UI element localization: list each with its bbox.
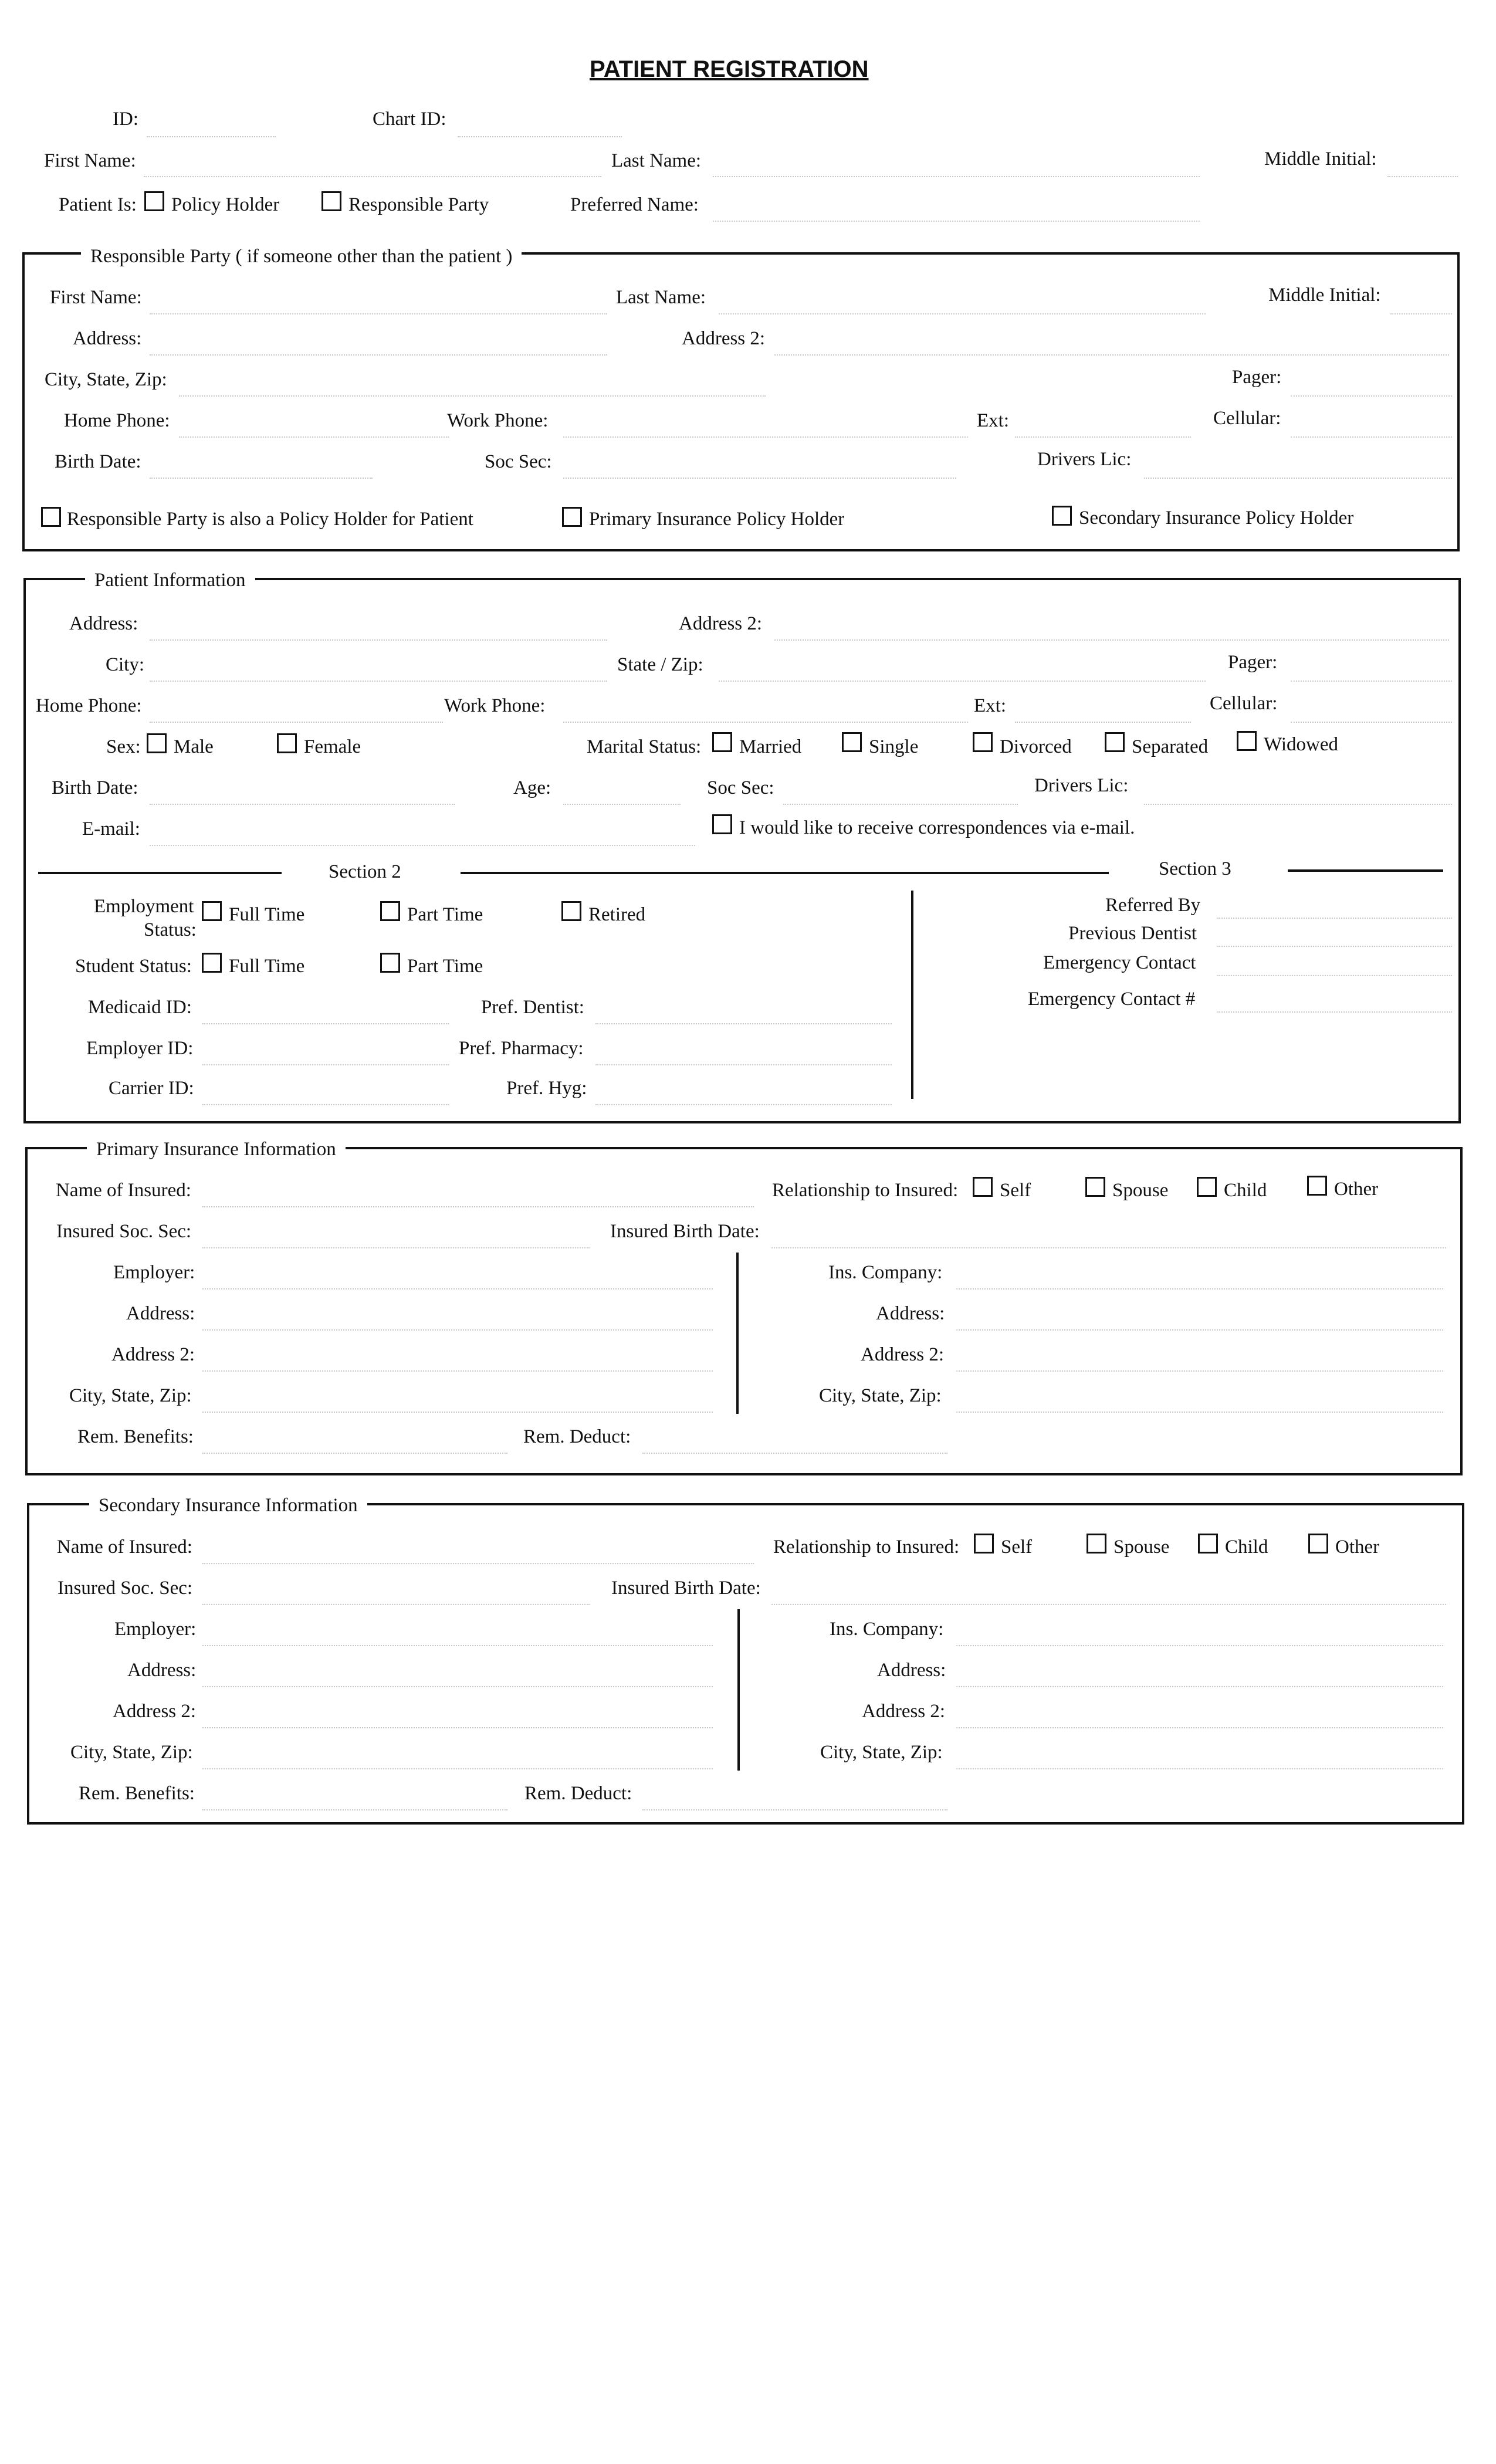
patient-information-legend: Patient Information <box>85 569 255 591</box>
sec-name-insured-field[interactable] <box>202 1563 754 1564</box>
pi-address-field[interactable] <box>150 639 607 641</box>
pi-city-field[interactable] <box>150 681 607 682</box>
pi-single-label: Single <box>869 736 919 757</box>
rp-drivers-lic-field[interactable] <box>1144 478 1452 479</box>
pri-address2-field[interactable] <box>202 1370 713 1372</box>
rp-secondary-policy-holder-label: Secondary Insurance Policy Holder <box>1079 507 1354 529</box>
pi-state-zip-field[interactable] <box>719 681 1206 682</box>
pri-name-insured-field[interactable] <box>202 1206 754 1207</box>
pri-spouse-checkbox[interactable] <box>1085 1177 1105 1197</box>
pref-dentist-field[interactable] <box>595 1023 892 1024</box>
pi-male-checkbox[interactable] <box>147 733 167 753</box>
sec-rem-deduct-label: Rem. Deduct: <box>524 1783 632 1804</box>
sec-insured-soc-field[interactable] <box>202 1604 590 1605</box>
last-name-label: Last Name: <box>611 150 702 171</box>
first-name-label: First Name: <box>44 150 136 171</box>
middle-initial-label: Middle Initial: <box>1264 148 1377 170</box>
sec-column-divider <box>737 1609 740 1771</box>
pi-age-field[interactable] <box>563 804 681 805</box>
sec-child-label: Child <box>1225 1536 1268 1558</box>
sec-ins-company-field[interactable] <box>956 1645 1443 1646</box>
employment-label: Employment <box>94 896 194 917</box>
primary-insurance-legend: Primary Insurance Information <box>87 1138 346 1160</box>
pi-separated-label: Separated <box>1132 736 1209 757</box>
pri-city-state-zip-field[interactable] <box>202 1412 713 1413</box>
policy-holder-label: Policy Holder <box>171 194 280 215</box>
pi-married-checkbox[interactable] <box>712 732 732 752</box>
pi-city-label: City: <box>106 654 145 675</box>
sec-other-label: Other <box>1335 1536 1380 1558</box>
student-part-time-label: Part Time <box>407 956 483 977</box>
pri-rem-deduct-field[interactable] <box>642 1453 947 1454</box>
employment-retired-label: Retired <box>588 904 646 925</box>
sec-ins-address-field[interactable] <box>956 1686 1443 1687</box>
pi-email-opt-checkbox[interactable] <box>712 814 732 834</box>
pi-email-field[interactable] <box>150 845 695 846</box>
rp-pager-label: Pager: <box>1232 367 1282 388</box>
pi-soc-sec-field[interactable] <box>783 804 1018 805</box>
carrier-id-field[interactable] <box>202 1104 449 1105</box>
pi-widowed-checkbox[interactable] <box>1237 731 1257 751</box>
medicaid-id-field[interactable] <box>202 1023 449 1024</box>
employment-full-time-label: Full Time <box>229 904 305 925</box>
emergency-contact-number-label: Emergency Contact # <box>1028 989 1196 1010</box>
sec-address-label: Address: <box>127 1660 197 1681</box>
rp-address2-field[interactable] <box>774 354 1449 356</box>
referred-by-field[interactable] <box>1217 918 1452 919</box>
employment-status-label: Status: <box>144 919 197 940</box>
pi-email-opt-label: I would like to receive correspondences via e-mail. <box>739 817 1135 838</box>
rp-home-phone-field[interactable] <box>179 436 449 438</box>
preferred-name-label: Preferred Name: <box>570 194 699 215</box>
rp-middle-initial-label: Middle Initial: <box>1268 285 1381 306</box>
id-label: ID: <box>113 109 138 130</box>
pri-ins-address2-label: Address 2: <box>861 1344 945 1365</box>
rp-last-name-label: Last Name: <box>616 287 706 308</box>
rp-also-policy-holder-label: Responsible Party is also a Policy Holder for Patient <box>67 509 473 530</box>
sec-child-checkbox[interactable] <box>1198 1534 1218 1553</box>
pri-other-label: Other <box>1334 1179 1379 1200</box>
sec-city-state-zip-field[interactable] <box>202 1768 713 1769</box>
employment-part-time-checkbox[interactable] <box>380 901 400 921</box>
pri-employer-label: Employer: <box>113 1262 195 1283</box>
pri-employer-field[interactable] <box>202 1288 713 1289</box>
pri-insured-birth-field[interactable] <box>771 1247 1446 1248</box>
rp-birth-date-field[interactable] <box>150 478 373 479</box>
emergency-contact-field[interactable] <box>1217 975 1452 976</box>
sec-ins-city-state-zip-field[interactable] <box>956 1768 1443 1769</box>
pi-marital-status-label: Marital Status: <box>587 736 702 757</box>
section-middle-rule <box>461 872 1109 874</box>
pi-home-phone-label: Home Phone: <box>36 695 142 716</box>
rp-primary-policy-holder-checkbox[interactable] <box>562 507 582 527</box>
student-full-time-label: Full Time <box>229 956 305 977</box>
pi-home-phone-field[interactable] <box>150 722 443 723</box>
pi-female-checkbox[interactable] <box>277 733 297 753</box>
sec-rem-benefits-field[interactable] <box>202 1809 507 1810</box>
pri-address2-label: Address 2: <box>111 1344 195 1365</box>
pi-pager-label: Pager: <box>1228 652 1278 673</box>
pri-ins-address2-field[interactable] <box>956 1370 1443 1372</box>
rp-address-label: Address: <box>73 328 142 349</box>
rp-address2-label: Address 2: <box>682 328 766 349</box>
pri-address-label: Address: <box>126 1303 195 1324</box>
chart-id-label: Chart ID: <box>373 109 446 130</box>
pri-address-field[interactable] <box>202 1329 713 1331</box>
secondary-insurance-legend: Secondary Insurance Information <box>89 1494 367 1517</box>
pri-self-label: Self <box>1000 1180 1031 1201</box>
previous-dentist-label: Previous Dentist <box>1068 923 1197 944</box>
employer-id-field[interactable] <box>202 1064 449 1065</box>
emergency-contact-number-field[interactable] <box>1217 1011 1452 1013</box>
pri-other-checkbox[interactable] <box>1307 1176 1327 1196</box>
preferred-name-field[interactable] <box>713 221 1200 222</box>
rp-secondary-policy-holder-checkbox[interactable] <box>1052 506 1072 526</box>
section2-heading: Section 2 <box>329 861 401 882</box>
pi-ext-label: Ext: <box>974 695 1006 716</box>
pri-city-state-zip-label: City, State, Zip: <box>69 1385 192 1406</box>
pi-address2-field[interactable] <box>774 639 1449 641</box>
rp-cellular-field[interactable] <box>1291 436 1452 438</box>
pref-dentist-label: Pref. Dentist: <box>481 997 584 1018</box>
pi-address2-label: Address 2: <box>679 613 763 634</box>
sec-spouse-checkbox[interactable] <box>1087 1534 1106 1553</box>
rp-first-name-label: First Name: <box>50 287 142 308</box>
sec-ins-city-state-zip-label: City, State, Zip: <box>820 1742 943 1763</box>
pi-married-label: Married <box>739 736 802 757</box>
referred-by-label: Referred By <box>1105 895 1201 916</box>
rp-soc-sec-field[interactable] <box>563 478 956 479</box>
sec-self-checkbox[interactable] <box>974 1534 994 1553</box>
first-name-field[interactable] <box>144 176 601 177</box>
sec-rem-deduct-field[interactable] <box>642 1809 947 1810</box>
rp-first-name-field[interactable] <box>150 313 607 314</box>
rp-address-field[interactable] <box>150 354 607 356</box>
pri-column-divider <box>736 1253 739 1414</box>
pri-insured-soc-field[interactable] <box>202 1247 590 1248</box>
student-part-time-checkbox[interactable] <box>380 953 400 973</box>
pi-separated-checkbox[interactable] <box>1105 732 1125 752</box>
rp-city-state-zip-field[interactable] <box>179 395 766 397</box>
emergency-contact-label: Emergency Contact <box>1043 952 1196 973</box>
sec-employer-field[interactable] <box>202 1645 713 1646</box>
pri-ins-city-state-zip-label: City, State, Zip: <box>819 1385 942 1406</box>
pri-child-label: Child <box>1224 1180 1267 1201</box>
sec-insured-soc-label: Insured Soc. Sec: <box>57 1578 193 1599</box>
rp-pager-field[interactable] <box>1291 395 1452 397</box>
pi-age-label: Age: <box>513 777 551 798</box>
last-name-field[interactable] <box>713 176 1200 177</box>
carrier-id-label: Carrier ID: <box>109 1078 194 1099</box>
rp-cellular-label: Cellular: <box>1213 408 1281 429</box>
pi-work-phone-field[interactable] <box>563 722 968 723</box>
sec-other-checkbox[interactable] <box>1308 1534 1328 1553</box>
pri-rem-benefits-field[interactable] <box>202 1453 507 1454</box>
rp-soc-sec-label: Soc Sec: <box>485 451 552 472</box>
employment-retired-checkbox[interactable] <box>561 901 581 921</box>
sec-ins-address-label: Address: <box>877 1660 946 1681</box>
sec-spouse-label: Spouse <box>1113 1536 1170 1558</box>
pri-ins-company-label: Ins. Company: <box>828 1262 943 1283</box>
pi-cellular-label: Cellular: <box>1210 693 1278 714</box>
pi-divorced-checkbox[interactable] <box>973 732 993 752</box>
pref-hyg-label: Pref. Hyg: <box>506 1078 587 1099</box>
student-full-time-checkbox[interactable] <box>202 953 222 973</box>
sec-address-field[interactable] <box>202 1686 713 1687</box>
pri-child-checkbox[interactable] <box>1197 1177 1217 1197</box>
pri-rem-deduct-label: Rem. Deduct: <box>523 1426 631 1447</box>
rp-ext-label: Ext: <box>977 410 1009 431</box>
employer-id-label: Employer ID: <box>86 1038 194 1059</box>
pri-ins-address-field[interactable] <box>956 1329 1443 1331</box>
pi-state-zip-label: State / Zip: <box>617 654 703 675</box>
pri-relationship-label: Relationship to Insured: <box>772 1180 959 1201</box>
section3-rule-right <box>1288 869 1443 872</box>
pref-pharmacy-label: Pref. Pharmacy: <box>459 1038 584 1059</box>
pi-soc-sec-label: Soc Sec: <box>707 777 774 798</box>
rp-ext-field[interactable] <box>1015 436 1191 438</box>
sec-name-insured-label: Name of Insured: <box>57 1536 192 1558</box>
rp-last-name-field[interactable] <box>719 313 1206 314</box>
pi-pager-field[interactable] <box>1291 681 1452 682</box>
pref-pharmacy-field[interactable] <box>595 1064 892 1065</box>
pi-single-checkbox[interactable] <box>842 732 862 752</box>
student-status-label: Student Status: <box>75 956 192 977</box>
section2-rule-left <box>38 872 282 874</box>
sec-relationship-label: Relationship to Insured: <box>773 1536 960 1558</box>
rp-primary-policy-holder-label: Primary Insurance Policy Holder <box>589 509 845 530</box>
pi-address-label: Address: <box>69 613 138 634</box>
sec-address2-label: Address 2: <box>113 1701 197 1722</box>
responsible-party-checkbox[interactable] <box>321 191 341 211</box>
medicaid-id-label: Medicaid ID: <box>88 997 192 1018</box>
rp-birth-date-label: Birth Date: <box>55 451 141 472</box>
patient-is-label: Patient Is: <box>59 194 137 215</box>
rp-home-phone-label: Home Phone: <box>64 410 170 431</box>
pi-drivers-lic-field[interactable] <box>1144 804 1452 805</box>
responsible-party-legend: Responsible Party ( if someone other than the patient ) <box>81 245 522 268</box>
pi-sex-label: Sex: <box>106 736 141 757</box>
pi-cellular-field[interactable] <box>1291 722 1452 723</box>
rp-drivers-lic-label: Drivers Lic: <box>1037 449 1132 470</box>
rp-also-policy-holder-checkbox[interactable] <box>41 507 61 527</box>
pi-female-label: Female <box>304 736 361 757</box>
sec-city-state-zip-label: City, State, Zip: <box>70 1742 193 1763</box>
chart-id-field[interactable] <box>458 136 622 137</box>
middle-initial-field[interactable] <box>1387 176 1458 177</box>
pri-name-insured-label: Name of Insured: <box>56 1180 191 1201</box>
pi-male-label: Male <box>174 736 214 757</box>
pri-self-checkbox[interactable] <box>973 1177 993 1197</box>
section-vertical-divider <box>911 891 913 1099</box>
responsible-party-label: Responsible Party <box>348 194 489 215</box>
sec-employer-label: Employer: <box>114 1619 197 1640</box>
rp-middle-initial-field[interactable] <box>1390 313 1452 314</box>
pref-hyg-field[interactable] <box>595 1104 892 1105</box>
rp-work-phone-label: Work Phone: <box>447 410 549 431</box>
pi-email-label: E-mail: <box>82 818 140 840</box>
previous-dentist-field[interactable] <box>1217 946 1452 947</box>
pri-ins-company-field[interactable] <box>956 1288 1443 1289</box>
rp-work-phone-field[interactable] <box>563 436 968 438</box>
rp-city-state-zip-label: City, State, Zip: <box>45 369 167 390</box>
pri-insured-soc-label: Insured Soc. Sec: <box>56 1221 192 1242</box>
employment-part-time-label: Part Time <box>407 904 483 925</box>
policy-holder-checkbox[interactable] <box>144 191 164 211</box>
sec-rem-benefits-label: Rem. Benefits: <box>79 1783 195 1804</box>
sec-ins-company-label: Ins. Company: <box>830 1619 944 1640</box>
id-field[interactable] <box>147 136 276 137</box>
section3-heading: Section 3 <box>1159 858 1231 879</box>
pri-insured-birth-label: Insured Birth Date: <box>610 1221 760 1242</box>
pi-drivers-lic-label: Drivers Lic: <box>1034 775 1129 796</box>
pi-divorced-label: Divorced <box>1000 736 1072 757</box>
pri-spouse-label: Spouse <box>1112 1180 1169 1201</box>
pri-rem-benefits-label: Rem. Benefits: <box>77 1426 194 1447</box>
sec-address2-field[interactable] <box>202 1727 713 1728</box>
pi-work-phone-label: Work Phone: <box>444 695 546 716</box>
page-title: PATIENT REGISTRATION <box>590 56 869 82</box>
pi-widowed-label: Widowed <box>1264 734 1338 755</box>
pri-ins-city-state-zip-field[interactable] <box>956 1412 1443 1413</box>
sec-ins-address2-field[interactable] <box>956 1727 1443 1728</box>
sec-insured-birth-field[interactable] <box>771 1604 1446 1605</box>
sec-ins-address2-label: Address 2: <box>862 1701 946 1722</box>
pi-ext-field[interactable] <box>1015 722 1191 723</box>
pri-ins-address-label: Address: <box>876 1303 945 1324</box>
pi-birth-date-field[interactable] <box>150 804 455 805</box>
employment-full-time-checkbox[interactable] <box>202 901 222 921</box>
sec-insured-birth-label: Insured Birth Date: <box>611 1578 761 1599</box>
pi-birth-date-label: Birth Date: <box>52 777 138 798</box>
sec-self-label: Self <box>1001 1536 1033 1558</box>
